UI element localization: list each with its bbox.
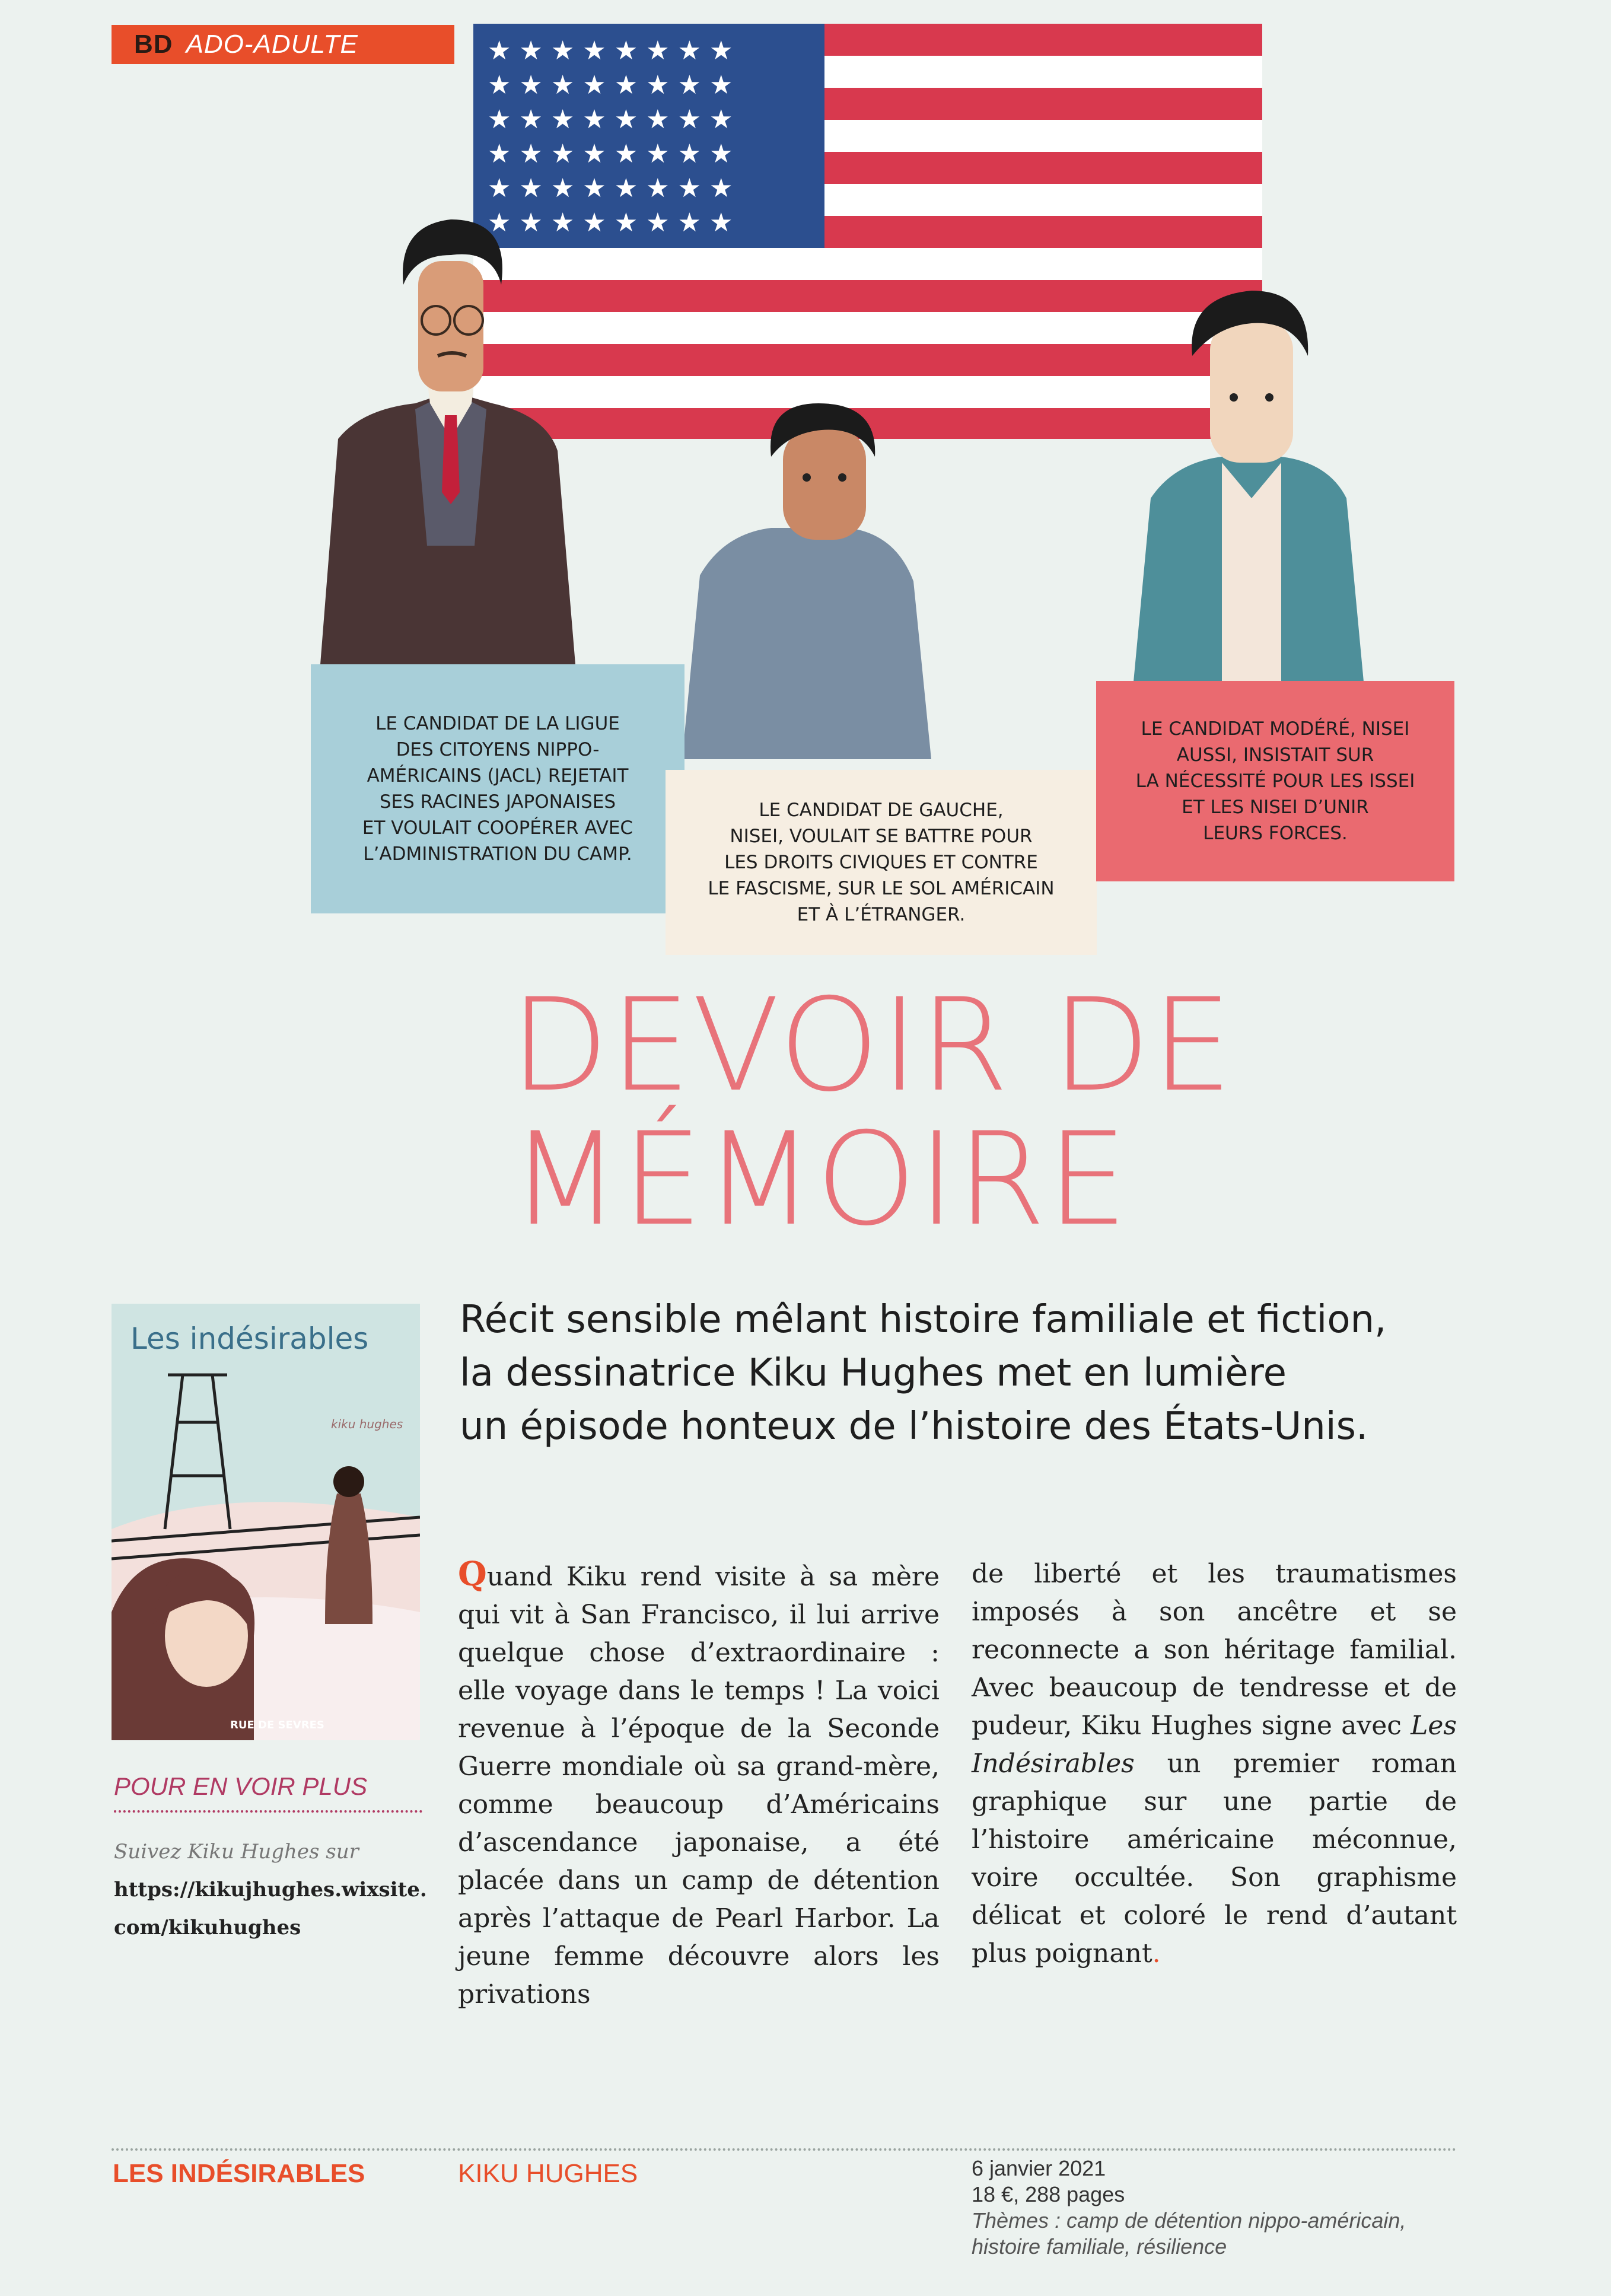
author-website-link-cont[interactable]: com/kikuhughes bbox=[114, 1916, 301, 1940]
svg-text:★ ★ ★ ★ ★ ★ ★ ★: ★ ★ ★ ★ ★ ★ ★ ★ bbox=[488, 36, 733, 66]
svg-text:★ ★ ★ ★ ★ ★ ★ ★: ★ ★ ★ ★ ★ ★ ★ ★ bbox=[488, 208, 733, 238]
headline-line: DEVOIR DE bbox=[510, 971, 1234, 1120]
column-1-text: uand Kiku rend visite à sa mère qui vit à San Francisco, il lui arrive quelque chose d’extraordinaire : elle voyage dans le temps ! La voici revenue à l’époque de la Seconde Guerre mondiale où sa grand-mère, comme beaucoup d’Américains d’ascendance japonaise, a été placée dans un camp de détention après l’attaque de Pearl Harbor. La jeune femme découvre alors les privations bbox=[458, 1562, 940, 2010]
end-mark: . bbox=[1152, 1938, 1161, 1969]
caption-line: LE FASCISME, SUR LE SOL AMÉRICAIN bbox=[708, 878, 1055, 899]
caption-line: LE CANDIDAT DE LA LIGUE bbox=[375, 713, 620, 734]
themes: Thèmes : camp de détention nippo-américain, bbox=[972, 2208, 1406, 2233]
article-column-2 bbox=[972, 1555, 1457, 1973]
cover-publisher: RUE DE SEVRES bbox=[230, 1719, 324, 1731]
standfirst bbox=[460, 1293, 1468, 1453]
caption-line: LEURS FORCES. bbox=[1203, 823, 1348, 844]
svg-text:★ ★ ★ ★ ★ ★ ★ ★: ★ ★ ★ ★ ★ ★ ★ ★ bbox=[488, 173, 733, 203]
man-middle-figure bbox=[682, 403, 931, 759]
caption-line: SES RACINES JAPONAISES bbox=[379, 791, 616, 813]
book-title-inline: Les Indésirables bbox=[972, 1711, 1457, 1779]
caption-line: ET À L’ÉTRANGER. bbox=[797, 904, 966, 925]
caption-line: DES CITOYENS NIPPO- bbox=[396, 739, 600, 760]
standfirst-line: Récit sensible mêlant histoire familiale et fiction, bbox=[460, 1298, 1387, 1342]
caption-line: LES DROITS CIVIQUES ET CONTRE bbox=[724, 852, 1038, 873]
themes-cont: histoire familiale, résilience bbox=[972, 2234, 1227, 2259]
article-column-1 bbox=[458, 1555, 940, 2014]
headline-line: MÉMOIRE bbox=[510, 1105, 1129, 1254]
standfirst-line: la dessinatrice Kiku Hughes met en lumière bbox=[460, 1351, 1287, 1395]
footer-author: KIKU HUGHES bbox=[458, 2159, 638, 2188]
caption-line: LE CANDIDAT DE GAUCHE, bbox=[759, 800, 1004, 821]
caption-line: LA NÉCESSITÉ POUR LES ISSEI bbox=[1135, 770, 1415, 792]
column-2-text-cont: un premier roman graphique sur une partie de l’histoire américaine méconnue, voire occultée. Son graphisme délicat et coloré le rend d’autant plus poignant bbox=[972, 1749, 1457, 1969]
category-primary: BD bbox=[134, 30, 173, 59]
sidebar-intro: Suivez Kiku Hughes sur bbox=[114, 1840, 359, 1864]
headline bbox=[510, 971, 1518, 1254]
caption-line: NISEI, VOULAIT SE BATTRE POUR bbox=[730, 826, 1033, 847]
footer-book-info bbox=[972, 2155, 1464, 2260]
column-2-text: de liberté et les traumatismes imposés à son ancêtre et se reconnecte a son héritage familial. Avec beaucoup de tendresse et de pudeur, Kiku Hughes signe avec bbox=[972, 1559, 1457, 1741]
caption-jacl-candidate bbox=[311, 664, 684, 913]
svg-text:★ ★ ★ ★ ★ ★ ★ ★: ★ ★ ★ ★ ★ ★ ★ ★ bbox=[488, 139, 733, 169]
standfirst-line: un épisode honteux de l’histoire des États-Unis. bbox=[460, 1405, 1368, 1448]
price-pages: 18 €, 288 pages bbox=[972, 2182, 1125, 2206]
book-cover-image bbox=[112, 1304, 420, 1740]
category-secondary: ADO-ADULTE bbox=[186, 30, 358, 59]
release-date: 6 janvier 2021 bbox=[972, 2156, 1106, 2180]
caption-left-wing-candidate bbox=[666, 770, 1097, 955]
caption-line: AMÉRICAINS (JACL) REJETAIT bbox=[367, 765, 629, 786]
footer-divider bbox=[112, 2148, 1457, 2151]
cover-author: kiku hughes bbox=[331, 1417, 403, 1431]
caption-line: ET LES NISEI D’UNIR bbox=[1182, 797, 1369, 818]
caption-line: AUSSI, INSISTAIT SUR bbox=[1176, 744, 1374, 766]
cover-title: Les indésirables bbox=[130, 1321, 369, 1356]
svg-text:★ ★ ★ ★ ★ ★ ★ ★: ★ ★ ★ ★ ★ ★ ★ ★ bbox=[488, 104, 733, 135]
sidebar-text bbox=[114, 1833, 434, 1947]
sidebar-heading: POUR EN VOIR PLUS bbox=[114, 1772, 422, 1813]
caption-line: ET VOULAIT COOPÉRER AVEC bbox=[362, 817, 633, 839]
caption-line: L’ADMINISTRATION DU CAMP. bbox=[363, 843, 632, 865]
us-flag-image bbox=[473, 24, 1262, 439]
author-website-link[interactable]: https://kikujhughes.wixsite. bbox=[114, 1878, 427, 1902]
caption-line: LE CANDIDAT MODÉRÉ, NISEI bbox=[1141, 718, 1410, 740]
drop-cap: Q bbox=[458, 1555, 487, 1594]
comic-illustration bbox=[297, 24, 1483, 759]
svg-text:★ ★ ★ ★ ★ ★ ★ ★: ★ ★ ★ ★ ★ ★ ★ ★ bbox=[488, 70, 733, 100]
footer-book-title: LES INDÉSIRABLES bbox=[113, 2159, 365, 2188]
caption-moderate-candidate bbox=[1096, 681, 1454, 881]
